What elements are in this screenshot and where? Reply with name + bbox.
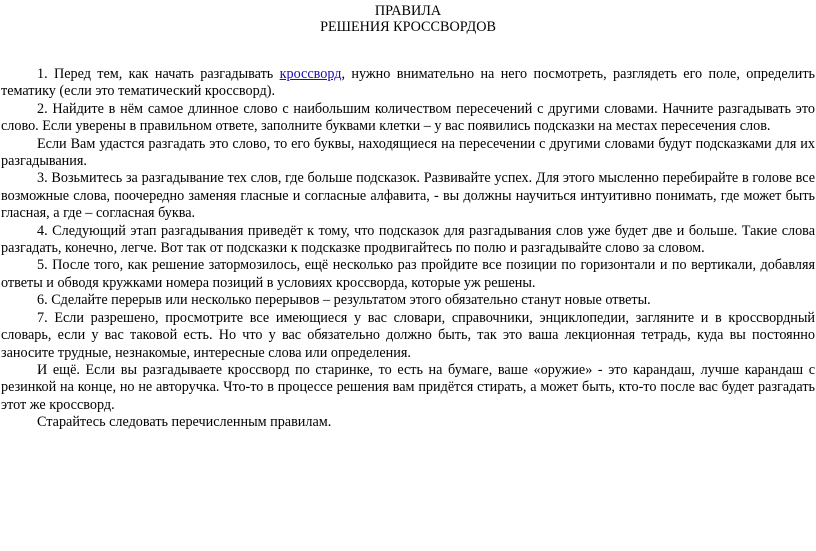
paragraph-1-after: , нужно внимательно на него посмотреть, разглядеть его поле, определить тематику (если это тематический кроссворд). xyxy=(1,66,815,100)
paragraph-1 xyxy=(1,66,815,101)
paragraph-3: Если Вам удастся разгадать это слово, то его буквы, находящиеся на пересечении с другими словами будут подсказками для их разгадывания. xyxy=(1,135,815,170)
paragraph-7: 6. Сделайте перерыв или несколько перерывов – результатом этого обязательно станут новые ответы. xyxy=(37,292,651,309)
title-line-1: ПРАВИЛА xyxy=(374,3,442,19)
document-title xyxy=(0,0,816,35)
title-line-2: РЕШЕНИЯ КРОССВОРДОВ xyxy=(320,19,496,35)
crossword-link[interactable]: кроссворд xyxy=(279,66,342,82)
paragraph-1-before: 1. Перед тем, как начать разгадывать xyxy=(37,66,280,82)
paragraph-9: И ещё. Если вы разгадываете кроссворд по старинке, то есть на бумаге, ваше «оружие» - это карандаш, лучше карандаш с резинкой на конце, но не авторучка. Что-то в процессе решения вам придётся стирать, а может быть, кто-то после вас будет разгадать этот же кроссворд. xyxy=(1,361,815,413)
paragraph-10: Старайтесь следовать перечисленным правилам. xyxy=(37,414,332,431)
paragraph-6: 5. После того, как решение затормозилось, ещё несколько раз пройдите все позиции по горизонтали и по вертикали, добавляя ответы и обводя кружками номера позиций в условиях кроссворда, которые уж решены. xyxy=(1,257,815,291)
document-body xyxy=(0,66,816,432)
paragraph-8: 7. Если разрешено, просмотрите все имеющиеся у вас словари, справочники, энциклопедии, загляните и в кроссвордный словарь, если у вас таковой есть. Но что у вас обязательно должно быть, так это ваша лекционная тетрадь, куда вы постоянно заносите трудные, незнакомые, интересные слова или определения. xyxy=(1,309,815,361)
paragraph-2: 2. Найдите в нём самое длинное слово с наибольшим количеством пересечений с другими словами. Начните разгадывать это слово. Если уверены в правильном ответе, заполните буквами клетки – у вас появились подсказки на местах пересечения слов. xyxy=(1,100,815,135)
paragraph-4: 3. Возьмитесь за разгадывание тех слов, где больше подсказок. Развивайте успех. Для этого мысленно перебирайте в голове все возможные слова, поочередно заменяя гласные и согласные алфавита, - вы должны научиться интуитивно понимать, где может быть гласная, а где – согласная буква. xyxy=(1,170,815,222)
paragraph-5: 4. Следующий этап разгадывания приведёт к тому, что подсказок для разгадывания слов уже будет две и больше. Такие слова разгадать, конечно, легче. Вот так от подсказки к подсказке продвигайтесь по полю и разгадывайте слово за словом. xyxy=(1,222,815,257)
